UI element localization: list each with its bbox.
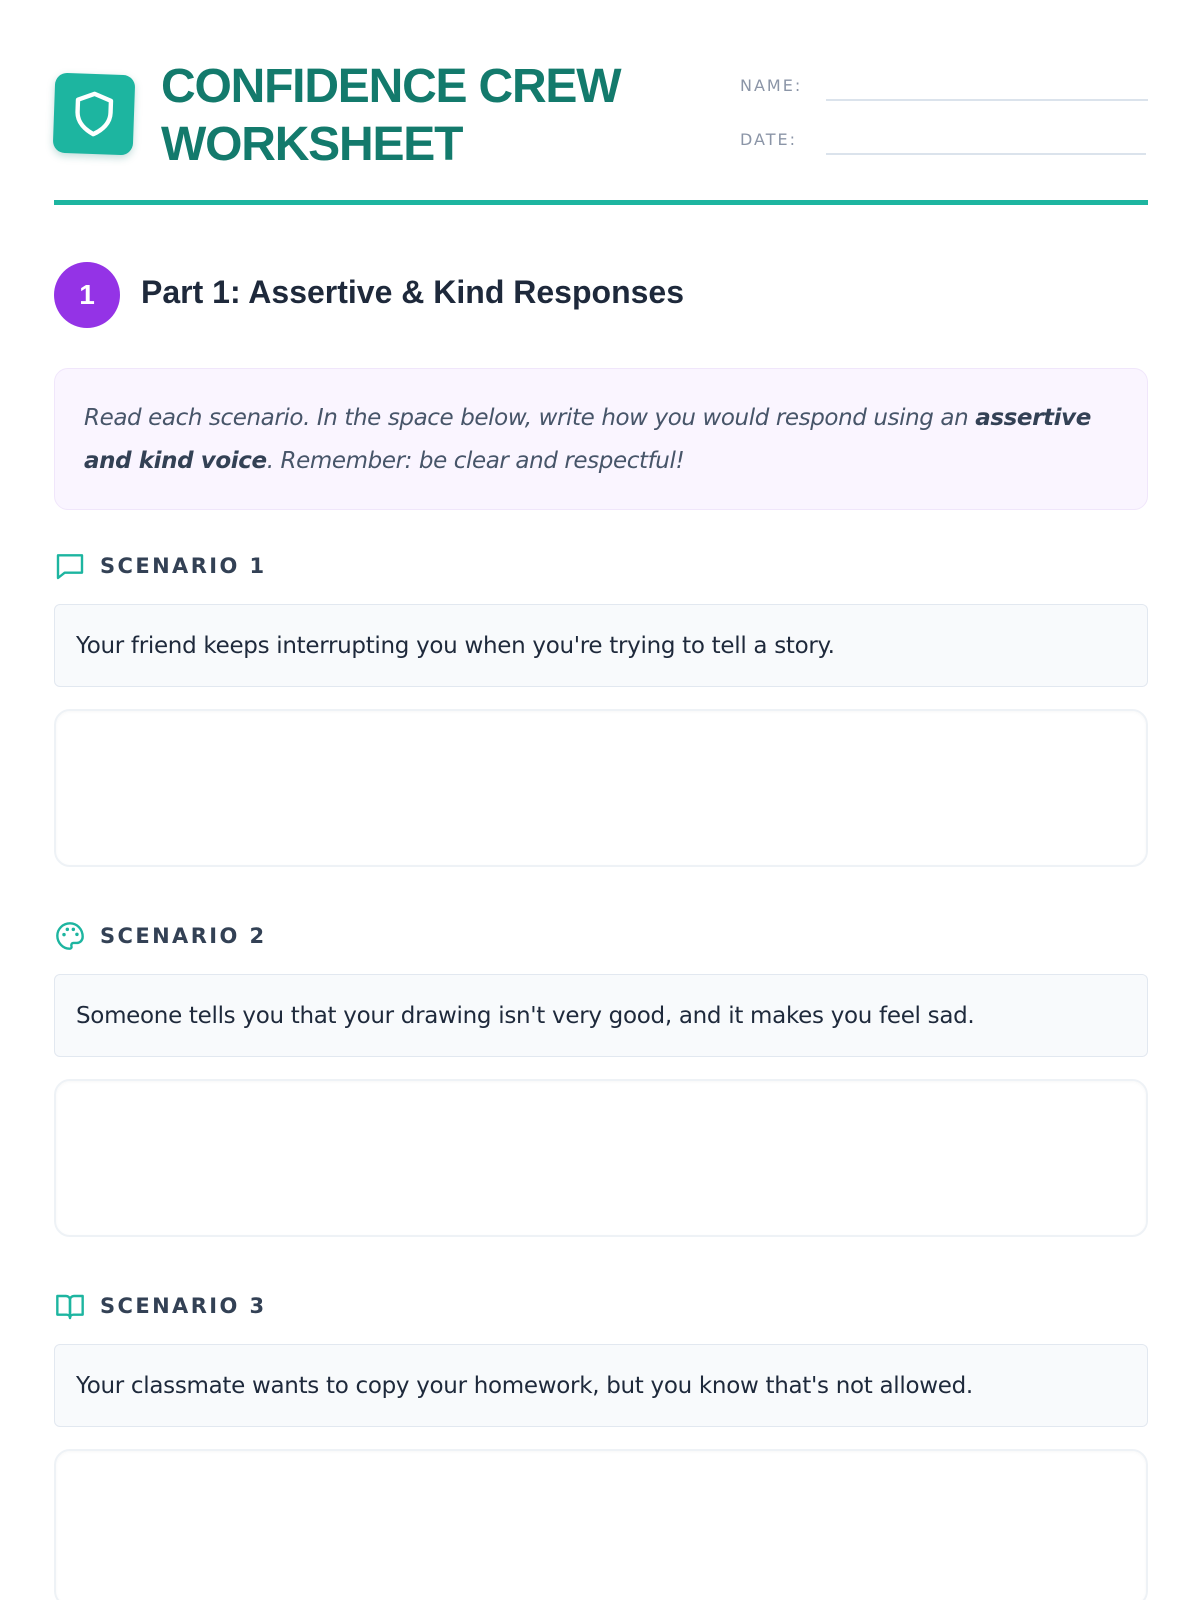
logo-badge	[53, 73, 136, 156]
scenario-2-heading: SCENARIO 2	[100, 924, 267, 948]
name-field[interactable]	[740, 76, 1148, 95]
name-line[interactable]	[826, 99, 1148, 101]
worksheet-title	[161, 58, 620, 174]
date-line[interactable]	[826, 153, 1146, 155]
palette-icon	[54, 920, 86, 952]
date-label: DATE:	[740, 130, 798, 149]
part-number-badge: 1	[54, 262, 120, 328]
part-title: Part 1: Assertive & Kind Responses	[141, 274, 684, 310]
scenario-3-answer-box[interactable]	[54, 1449, 1148, 1600]
scenario-3-label	[54, 1290, 266, 1322]
instructions-text-before: Read each scenario. In the space below, write how you would respond using an	[84, 405, 976, 431]
shield-icon	[71, 89, 117, 139]
date-field[interactable]	[740, 130, 1146, 149]
scenario-2-prompt: Someone tells you that your drawing isn't very good, and it makes you feel sad.	[54, 974, 1148, 1057]
instructions-emphasis: assertive and kind voice	[84, 405, 1091, 474]
scenario-1-heading: SCENARIO 1	[100, 554, 267, 578]
speech-bubble-icon	[54, 550, 86, 582]
title-line-2: WORKSHEET	[161, 118, 463, 171]
name-label: NAME:	[740, 76, 803, 95]
worksheet-header	[54, 58, 1148, 208]
scenario-2-answer-box[interactable]	[54, 1079, 1148, 1237]
scenario-2-label	[54, 920, 266, 952]
instructions-box	[54, 368, 1148, 510]
scenario-3-prompt: Your classmate wants to copy your homework, but you know that's not allowed.	[54, 1344, 1148, 1427]
scenario-1-answer-box[interactable]	[54, 709, 1148, 867]
scenario-1-label	[54, 550, 266, 582]
scenario-1-prompt: Your friend keeps interrupting you when you're trying to tell a story.	[54, 604, 1148, 687]
header-divider	[54, 200, 1148, 205]
instructions-text-after: . Remember: be clear and respectful!	[266, 448, 685, 474]
book-icon	[54, 1290, 86, 1322]
title-line-1: CONFIDENCE CREW	[161, 60, 621, 113]
scenario-3-heading: SCENARIO 3	[100, 1294, 267, 1318]
